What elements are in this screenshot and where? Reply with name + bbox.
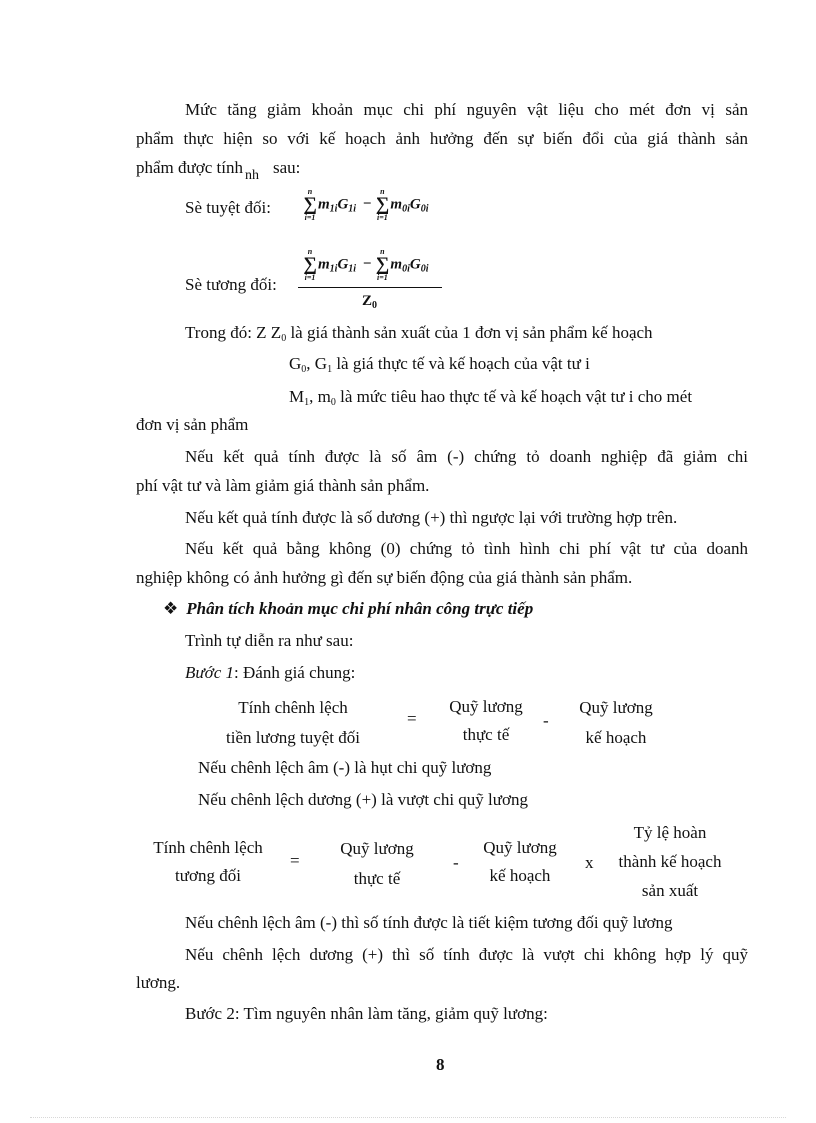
eq2-term-plan: Quỹ lương kế hoạch [483, 838, 557, 885]
intro-line-2: phẩm thực hiện so với kế hoạch ảnh hưởng đến sự biến đổi của giá thành sản [136, 129, 748, 148]
section-title: Phân tích khoản mục chi phí nhân công trực tiếp [186, 599, 534, 618]
intro-line-3-text: phẩm được tính [136, 158, 243, 177]
para-zero-line-2: nghiệp không có ảnh hưởng gì đến sự biến động của giá thành sản phẩm. [136, 568, 633, 587]
where-line-1: Trong đó: Z $Z_0$ là giá thành sản xuất của 1 đơn vị sản phẩm kế hoạch [185, 323, 653, 344]
rel-formula-denominator: $Z_0$ [362, 293, 378, 311]
para-zero-line-1: Nếu kết quả bằng không (0) chứng tỏ tình hình chi phí vật tư của doanh [185, 539, 748, 558]
intro-line-3-end: sau: [272, 158, 301, 177]
eq1-note-positive: Nếu chênh lệch dương (+) là vượt chi quỹ lương [198, 790, 528, 809]
sequence-text: Trình tự diễn ra như sau: [185, 631, 354, 650]
sum-symbol-2: n ∑ i=1 [375, 187, 390, 222]
eq1-minus: - [543, 711, 549, 730]
eq2-times: x [585, 853, 594, 872]
abs-formula-label: Sè tuyệt đối: [185, 198, 271, 217]
rel-formula-label: Sè tương đối: [185, 275, 277, 294]
para-negative-line-2: phí vật tư và làm giảm giá thành sản phẩm. [136, 476, 430, 495]
step-1 [185, 662, 355, 684]
eq1-lhs: Tính chênh lệch tiền lương tuyệt đối [226, 698, 360, 747]
where-line-2: $G_0$, $G_1$ là giá thực tế và kế hoạch của vật tư i [289, 354, 590, 375]
para-negative-line-1: Nếu kết quả tính được là số âm (-) chứng tỏ doanh nghiệp đã giảm chi [185, 447, 748, 466]
page-border-divider [30, 1117, 786, 1118]
step-1-label: Bước 1 [185, 663, 235, 682]
para-positive: Nếu kết quả tính được là số dương (+) thì ngược lại với trường hợp trên. [185, 508, 678, 527]
rel-formula-numerator: n ∑ i=1 $m_{1i}G_{1i}$ − n ∑ i=1 $m_{0i}G_{0i}$ [303, 247, 429, 282]
where-line-3: $M_1$, $m_0$ là mức tiêu hao thực tế và kế hoạch vật tư i cho mét [289, 387, 693, 408]
page-number: 8 [436, 1055, 445, 1074]
eq2-lhs: Tính chênh lệch tương đối [153, 838, 263, 885]
step-2: Bước 2: Tìm nguyên nhân làm tăng, giảm quỹ lương: [185, 1004, 548, 1023]
diamond-bullet-icon: ❖ [163, 599, 179, 618]
sum-symbol-4: n ∑ i=1 [375, 247, 390, 282]
eq2-equals: = [290, 851, 300, 870]
abs-formula: n ∑ i=1 $m_{1i}G_{1i}$ − n ∑ i=1 $m_{0i}G_{0i}$ [303, 187, 429, 222]
eq2-minus: - [453, 853, 459, 872]
eq2-note-positive-line-2: lương. [136, 973, 181, 992]
sum-symbol-3: n ∑ i=1 [303, 247, 317, 282]
eq2-note-positive-line-1: Nếu chênh lệch dương (+) thì số tính được là vượt chi không hợp lý quỹ [185, 945, 748, 964]
intro-line-1: Mức tăng giảm khoản mục chi phí nguyên vật liệu cho mét đơn vị sản [185, 100, 748, 119]
sum-symbol-1: n ∑ i=1 [303, 187, 317, 222]
eq1-note-negative: Nếu chênh lệch âm (-) là hụt chi quỹ lương [198, 758, 492, 777]
section-heading [163, 598, 533, 620]
eq2-note-negative: Nếu chênh lệch âm (-) thì số tính được là tiết kiệm tương đối quỹ lương [185, 913, 673, 932]
intro-line-3-fragment: nh [244, 168, 259, 183]
eq2-term-actual: Quỹ lương thực tế [340, 839, 414, 888]
eq1-term-plan: Quỹ lương kế hoạch [579, 698, 653, 747]
fraction-bar [298, 287, 442, 288]
where-line-4: đơn vị sản phẩm [136, 415, 249, 434]
eq1-equals: = [407, 709, 417, 728]
step-1-text: : Đánh giá chung: [234, 663, 356, 682]
intro-line-3 [136, 157, 300, 187]
eq1-term-actual: Quỹ lương thực tế [449, 697, 523, 744]
eq2-term-completion-ratio: Tỷ lệ hoàn thành kế hoạch sản xuất [618, 823, 722, 900]
